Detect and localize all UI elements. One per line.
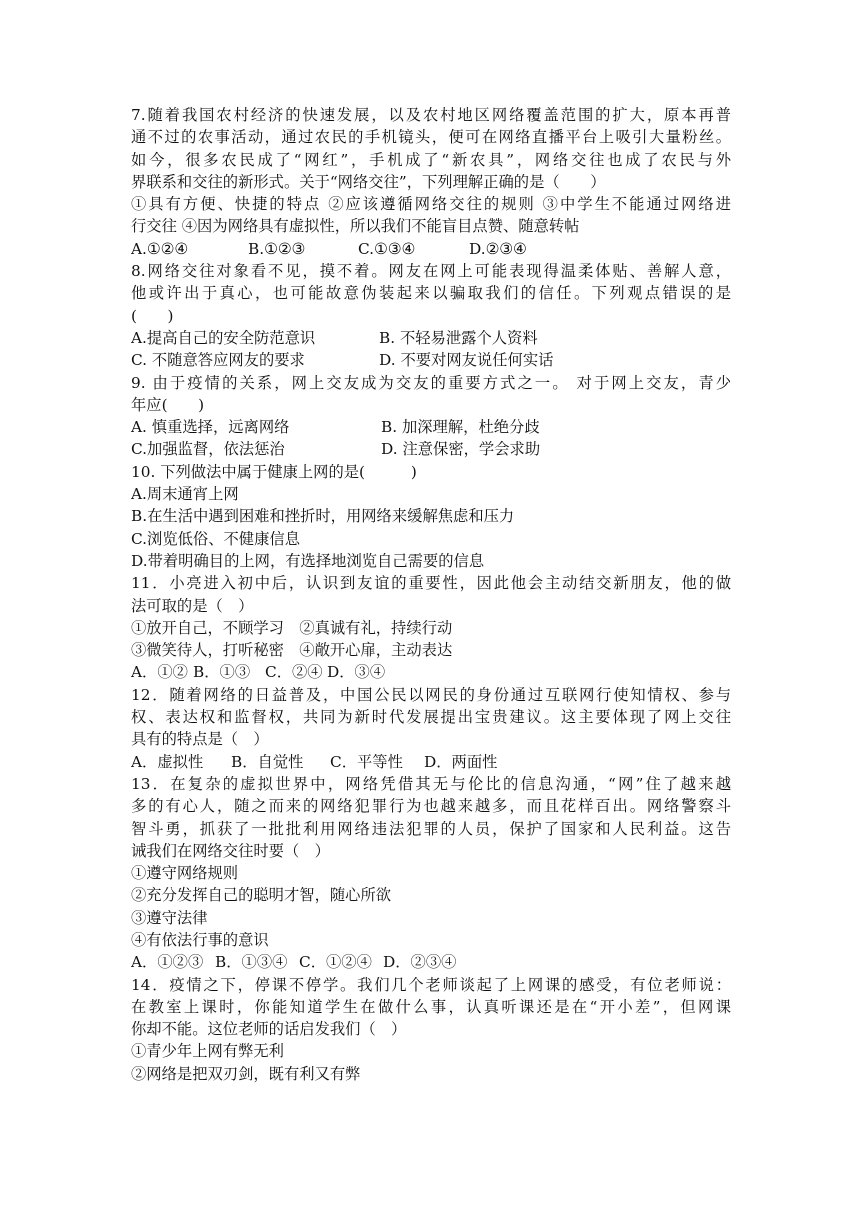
- statement-line: ③遵守法律: [131, 908, 208, 927]
- option-row: [131, 416, 731, 438]
- statement-line: ①放开自己，不顾学习 ②真诚有礼，持续行动: [131, 618, 453, 637]
- question-7: [131, 104, 731, 260]
- option-row: [131, 751, 731, 773]
- option-d[interactable]: D．两面性: [424, 752, 498, 771]
- question-stem-line: 12．随着网络的日益普及，中国公民以网民的身份通过互联网行使知情权、参与: [131, 685, 731, 704]
- option-b[interactable]: B. 加深理解，杜绝分歧: [381, 418, 540, 437]
- option-row: [131, 327, 731, 349]
- option-a[interactable]: A．虚拟性: [131, 752, 204, 771]
- option-c[interactable]: C．②④: [265, 663, 323, 682]
- option-b[interactable]: B．①③④: [215, 953, 288, 972]
- question-list: [131, 104, 731, 1085]
- question-stem-line: 法可取的是（ ）: [131, 596, 254, 615]
- question-8: [131, 260, 731, 371]
- statement-line: ①具有方便、快捷的特点 ②应该遵循网络交往的规则 ③中学生不能通过网络进: [131, 195, 731, 214]
- option-row: [131, 349, 731, 371]
- option-c[interactable]: C.①③④: [358, 239, 416, 258]
- option-a[interactable]: A．①②③: [131, 953, 204, 972]
- question-stem-line: 多的有心人，随之而来的网络犯罪行为也越来越多，而且花样百出。网络警察斗: [131, 797, 731, 816]
- option-d[interactable]: D. 不要对网友说任何实话: [379, 351, 554, 370]
- option-b[interactable]: B．①③: [193, 663, 251, 682]
- option-d[interactable]: D.带着明确目的上网，有选择地浏览自己需要的信息: [131, 551, 485, 570]
- statement-line: ①青少年上网有弊无利: [131, 1042, 284, 1061]
- option-a[interactable]: A．①②: [131, 663, 188, 682]
- question-12: [131, 684, 731, 773]
- option-c[interactable]: C.加强监督，依法惩治: [131, 440, 285, 459]
- question-stem-line: 年应( ): [131, 395, 205, 414]
- option-a[interactable]: A.周末通宵上网: [131, 485, 239, 504]
- question-stem-line: ( ): [131, 306, 174, 325]
- option-c[interactable]: C．①②④: [299, 953, 372, 972]
- question-11: [131, 572, 731, 683]
- option-a[interactable]: A. 慎重选择，远离网络: [131, 418, 290, 437]
- option-row: [131, 238, 731, 260]
- question-stem-line: 13．在复杂的虚拟世界中，网络凭借其无与伦比的信息沟通，“网”住了越来越: [131, 774, 731, 793]
- question-stem-line: 14．疫情之下，停课不停学。我们几个老师谈起了上网课的感受，有位老师说：: [131, 975, 731, 994]
- statement-line: ③微笑待人，打听秘密 ④敞开心扉，主动表达: [131, 641, 453, 660]
- option-row: [131, 438, 731, 460]
- question-14: [131, 974, 731, 1085]
- question-stem-line: 界联系和交往的新形式。关于“网络交往”，下列理解正确的是（ ）: [131, 172, 606, 191]
- option-c[interactable]: C.浏览低俗、不健康信息: [131, 529, 300, 548]
- question-stem-line: 权、表达权和监督权，共同为新时代发展提出宝贵建议。这主要体现了网上交往: [131, 708, 731, 727]
- question-stem-line: 9. 由于疫情的关系，网上交友成为交友的重要方式之一。 对于网上交友，青少: [131, 373, 731, 392]
- option-c[interactable]: C．平等性: [330, 752, 403, 771]
- option-a[interactable]: A.提高自己的安全防范意识: [131, 328, 316, 347]
- question-stem-line: 8.网络交往对象看不见，摸不着。网友在网上可能表现得温柔体贴、善解人意，: [131, 262, 731, 281]
- question-stem-line: 诫我们在网络交往时要（ ）: [131, 841, 330, 860]
- statement-line: 行交往 ④因为网络具有虚拟性，所以我们不能盲目点赞、随意转帖: [131, 217, 580, 236]
- question-13: [131, 773, 731, 974]
- question-stem-line: 在教室上课时，你能知道学生在做什么事，认真听课还是在“开小差”，但网课: [131, 997, 731, 1016]
- question-stem-line: 11．小亮进入初中后，认识到友谊的重要性，因此他会主动结交新朋友，他的做: [131, 574, 731, 593]
- statement-line: ①遵守网络规则: [131, 864, 239, 883]
- question-stem-line: 10. 下列做法中属于健康上网的是( ): [131, 462, 417, 481]
- question-stem-line: 通不过的农事活动，通过农民的手机镜头，便可在网络直播平台上吸引大量粉丝。: [131, 128, 731, 147]
- option-row: [131, 661, 731, 683]
- statement-line: ②充分发挥自己的聪明才智，随心所欲: [131, 886, 392, 905]
- option-b[interactable]: B. 不轻易泄露个人资料: [379, 328, 538, 347]
- statement-line: ④有依法行事的意识: [131, 930, 269, 949]
- option-b[interactable]: B.①②③: [248, 239, 306, 258]
- option-d[interactable]: D．③④: [327, 663, 386, 682]
- question-9: [131, 372, 731, 461]
- option-row: [131, 951, 731, 973]
- question-stem-line: 你却不能。这位老师的话启发我们（ ）: [131, 1020, 407, 1039]
- option-d[interactable]: D．②③④: [383, 953, 457, 972]
- option-d[interactable]: D. 注意保密，学会求助: [381, 440, 541, 459]
- option-c[interactable]: C. 不随意答应网友的要求: [131, 351, 305, 370]
- question-stem-line: 具有的特点是（ ）: [131, 730, 269, 749]
- question-10: [131, 461, 731, 572]
- option-d[interactable]: D.②③④: [469, 239, 527, 258]
- option-b[interactable]: B．自觉性: [231, 752, 304, 771]
- statement-line: ②网络是把双刃剑，既有利又有弊: [131, 1064, 361, 1083]
- question-stem-line: 7.随着我国农村经济的快速发展，以及农村地区网络覆盖范围的扩大，原本再普: [131, 106, 731, 124]
- question-stem-line: 如今，很多农民成了“网红”，手机成了“新农具”，网络交往也成了农民与外: [131, 150, 731, 169]
- question-stem-line: 智斗勇，抓获了一批批利用网络违法犯罪的人员，保护了国家和人民利益。这告: [131, 819, 731, 838]
- option-a[interactable]: A.①②④: [131, 239, 189, 258]
- option-b[interactable]: B.在生活中遇到困难和挫折时，用网络来缓解焦虑和压力: [131, 507, 515, 526]
- question-stem-line: 他或许出于真心，也可能故意伪装起来以骗取我们的信任。下列观点错误的是: [131, 284, 731, 303]
